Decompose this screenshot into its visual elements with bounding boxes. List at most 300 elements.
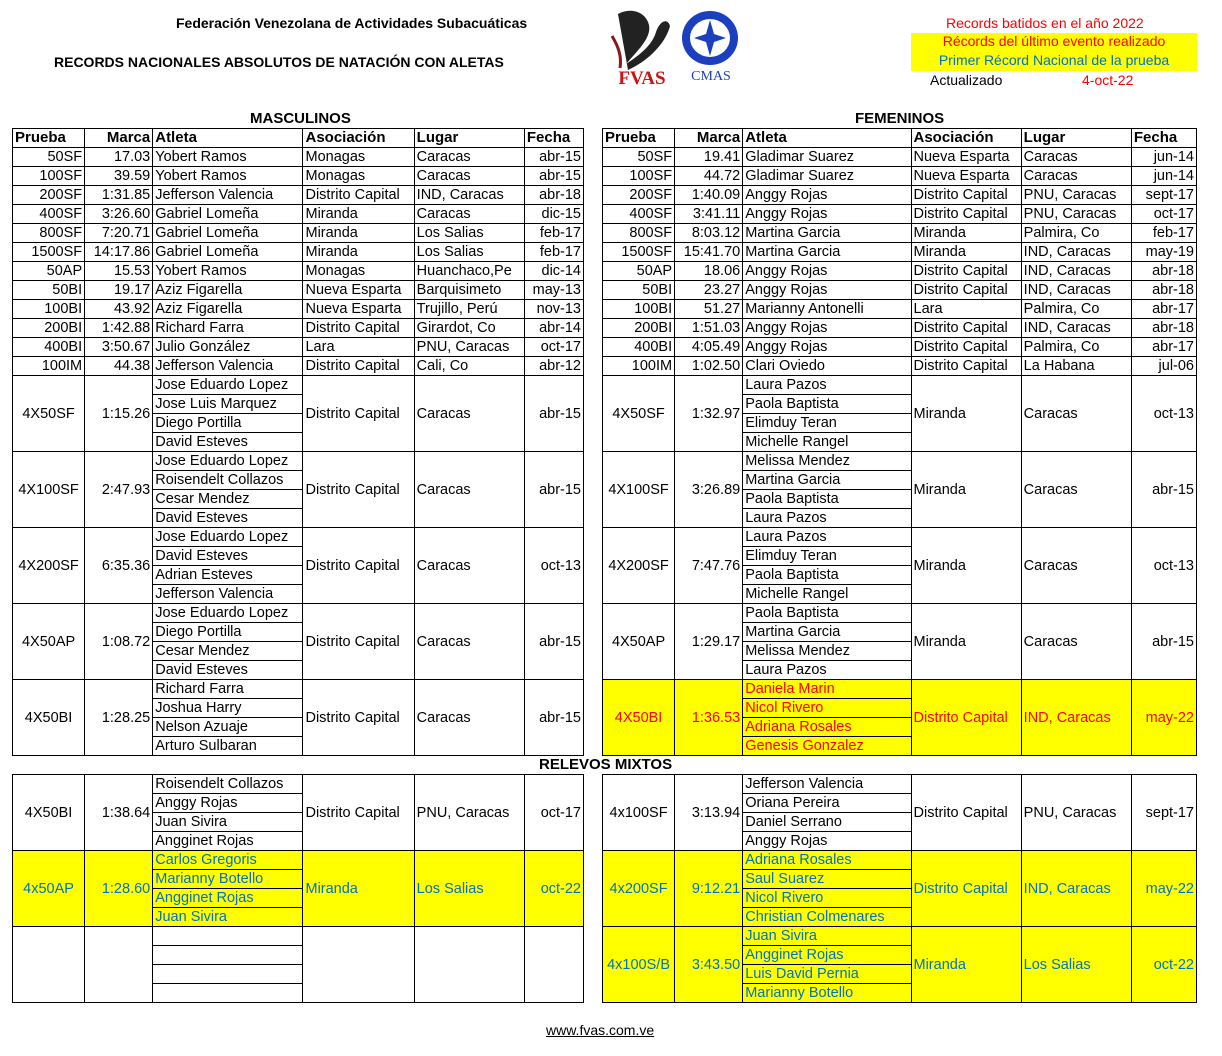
relay-place: [414, 927, 524, 1003]
column-header-place: Lugar: [1021, 129, 1131, 148]
cell-association: Miranda: [303, 243, 414, 262]
relay-date: oct-13: [1131, 528, 1196, 604]
table-row: [13, 319, 584, 338]
relay-athlete: Paola Baptista: [743, 566, 911, 585]
relay-association: Distrito Capital: [911, 775, 1021, 851]
relay-association: Miranda: [911, 528, 1021, 604]
relay-association: Distrito Capital: [911, 851, 1021, 927]
mixed-section-title: RELEVOS MIXTOS: [539, 756, 673, 773]
cell-place: Caracas: [414, 148, 524, 167]
relay-mark: 1:38.64: [85, 775, 153, 851]
cell-place: Caracas: [414, 167, 524, 186]
cell-event: 200BI: [603, 319, 675, 338]
cell-athlete: Gabriel Lomeña: [153, 243, 303, 262]
cell-place: Cali, Co: [414, 357, 524, 376]
updated-label: Actualizado: [930, 72, 1003, 88]
cell-event: 100BI: [603, 300, 675, 319]
svg-text:FVAS: FVAS: [618, 68, 666, 88]
cell-date: sept-17: [1131, 186, 1196, 205]
cell-association: Distrito Capital: [911, 186, 1021, 205]
cell-association: Nueva Esparta: [911, 167, 1021, 186]
federation-title: Federación Venezolana de Actividades Subacuáticas: [176, 15, 528, 31]
relay-row: [603, 604, 1197, 623]
relay-athlete: Anggy Rojas: [743, 832, 911, 851]
relay-place: Los Salias: [1021, 927, 1131, 1003]
table-row: [13, 148, 584, 167]
cell-date: abr-15: [524, 167, 583, 186]
relay-athlete: Adrian Esteves: [153, 566, 303, 585]
relay-athlete: [153, 965, 303, 984]
cell-date: feb-17: [524, 243, 583, 262]
relay-athlete: Adriana Rosales: [743, 718, 911, 737]
cell-athlete: Richard Farra: [153, 319, 303, 338]
cell-association: Miranda: [303, 224, 414, 243]
cell-date: jul-06: [1131, 357, 1196, 376]
cell-place: La Habana: [1021, 357, 1131, 376]
relay-row: [13, 775, 584, 794]
cell-date: nov-13: [524, 300, 583, 319]
relay-mark: 1:32.97: [675, 376, 743, 452]
relay-association: Distrito Capital: [303, 604, 414, 680]
relay-athlete: Arturo Sulbaran: [153, 737, 303, 756]
women-section-title: FEMENINOS: [855, 110, 945, 127]
relay-event: 4X200SF: [603, 528, 675, 604]
relay-row: [13, 528, 584, 547]
relay-athlete: Nicol Rivero: [743, 889, 911, 908]
cell-place: PNU, Caracas: [1021, 205, 1131, 224]
relay-date: oct-13: [1131, 376, 1196, 452]
column-header-athlete: Atleta: [153, 129, 303, 148]
relay-place: Caracas: [414, 376, 524, 452]
relay-association: Miranda: [911, 604, 1021, 680]
cell-association: Nueva Esparta: [911, 148, 1021, 167]
cell-athlete: Gabriel Lomeña: [153, 224, 303, 243]
relay-event: 4x100SF: [603, 775, 675, 851]
cell-date: abr-15: [524, 148, 583, 167]
cell-date: may-13: [524, 281, 583, 300]
cell-athlete: Anggy Rojas: [743, 338, 911, 357]
relay-place: Caracas: [1021, 452, 1131, 528]
cell-association: Miranda: [911, 243, 1021, 262]
relay-mark: 1:36.53: [675, 680, 743, 756]
cell-date: feb-17: [524, 224, 583, 243]
relay-athlete: Paola Baptista: [743, 490, 911, 509]
relay-athlete: [153, 946, 303, 965]
cell-association: Distrito Capital: [303, 319, 414, 338]
cell-association: Distrito Capital: [911, 262, 1021, 281]
relay-row: [603, 775, 1197, 794]
relay-event: 4X50BI: [603, 680, 675, 756]
relay-association: Distrito Capital: [303, 775, 414, 851]
table-row: [603, 357, 1197, 376]
relay-association: Distrito Capital: [911, 680, 1021, 756]
relay-athlete: Jose Eduardo Lopez: [153, 604, 303, 623]
cell-event: 100SF: [13, 167, 85, 186]
cell-place: Los Salias: [414, 224, 524, 243]
cell-association: Distrito Capital: [911, 281, 1021, 300]
cell-place: Caracas: [1021, 148, 1131, 167]
relay-date: may-22: [1131, 851, 1196, 927]
column-header-mark: Marca: [675, 129, 743, 148]
relay-athlete: Anggy Rojas: [153, 794, 303, 813]
cell-athlete: Martina Garcia: [743, 243, 911, 262]
relay-athlete: Daniel Serrano: [743, 813, 911, 832]
relay-athlete: Jose Eduardo Lopez: [153, 452, 303, 471]
cell-event: 100SF: [603, 167, 675, 186]
women-records-table: [602, 128, 1197, 756]
relay-mark: 2:47.93: [85, 452, 153, 528]
cell-athlete: Anggy Rojas: [743, 205, 911, 224]
cell-mark: 7:20.71: [85, 224, 153, 243]
cell-athlete: Yobert Ramos: [153, 262, 303, 281]
relay-athlete: Adriana Rosales: [743, 851, 911, 870]
relay-date: abr-15: [524, 376, 583, 452]
table-row: [603, 167, 1197, 186]
table-row: [603, 300, 1197, 319]
relay-athlete: Saul Suarez: [743, 870, 911, 889]
cell-date: abr-18: [1131, 281, 1196, 300]
cell-mark: 39.59: [85, 167, 153, 186]
relay-athlete: Christian Colmenares: [743, 908, 911, 927]
cell-event: 50BI: [603, 281, 675, 300]
cell-place: Trujillo, Perú: [414, 300, 524, 319]
table-row: [603, 338, 1197, 357]
cell-event: 400BI: [13, 338, 85, 357]
cell-mark: 17.03: [85, 148, 153, 167]
cell-event: 200BI: [13, 319, 85, 338]
table-row: [13, 357, 584, 376]
relay-date: [524, 927, 583, 1003]
relay-athlete: Cesar Mendez: [153, 642, 303, 661]
column-header-association: Asociación: [911, 129, 1021, 148]
table-row: [603, 186, 1197, 205]
relay-athlete: David Esteves: [153, 661, 303, 680]
cell-mark: 44.38: [85, 357, 153, 376]
relay-athlete: Jefferson Valencia: [153, 585, 303, 604]
relay-date: may-22: [1131, 680, 1196, 756]
cell-association: Distrito Capital: [303, 357, 414, 376]
column-header-date: Fecha: [524, 129, 583, 148]
table-row: [603, 262, 1197, 281]
cell-mark: 1:02.50: [675, 357, 743, 376]
relay-athlete: Carlos Gregoris: [153, 851, 303, 870]
table-row: [13, 205, 584, 224]
men-records-table: [12, 128, 584, 756]
cell-association: Nueva Esparta: [303, 281, 414, 300]
cell-place: Huanchaco,Pe: [414, 262, 524, 281]
cell-mark: 1:42.88: [85, 319, 153, 338]
cell-mark: 8:03.12: [675, 224, 743, 243]
table-row: [603, 243, 1197, 262]
cell-place: PNU, Caracas: [414, 338, 524, 357]
relay-athlete: David Esteves: [153, 433, 303, 452]
cell-date: abr-18: [1131, 319, 1196, 338]
relay-row: [13, 927, 584, 946]
cell-date: feb-17: [1131, 224, 1196, 243]
relay-mark: 1:08.72: [85, 604, 153, 680]
cell-mark: 1:31.85: [85, 186, 153, 205]
relay-athlete: Juan Sivira: [153, 908, 303, 927]
relay-place: IND, Caracas: [1021, 680, 1131, 756]
cell-athlete: Gabriel Lomeña: [153, 205, 303, 224]
relay-athlete: Melissa Mendez: [743, 452, 911, 471]
table-row: [13, 281, 584, 300]
relay-athlete: Juan Sivira: [153, 813, 303, 832]
cell-athlete: Anggy Rojas: [743, 281, 911, 300]
relay-athlete: Angginet Rojas: [743, 946, 911, 965]
relay-date: oct-22: [1131, 927, 1196, 1003]
cell-event: 100IM: [13, 357, 85, 376]
column-header-association: Asociación: [303, 129, 414, 148]
relay-row: [603, 376, 1197, 395]
column-header-event: Prueba: [603, 129, 675, 148]
relay-athlete: Jose Eduardo Lopez: [153, 528, 303, 547]
cell-athlete: Julio González: [153, 338, 303, 357]
cell-association: Lara: [911, 300, 1021, 319]
cell-association: Lara: [303, 338, 414, 357]
cell-date: jun-14: [1131, 148, 1196, 167]
relay-athlete: Genesis Gonzalez: [743, 737, 911, 756]
relay-athlete: Jose Eduardo Lopez: [153, 376, 303, 395]
cell-event: 100BI: [13, 300, 85, 319]
relay-association: Distrito Capital: [303, 452, 414, 528]
cell-athlete: Gladimar Suarez: [743, 167, 911, 186]
cell-event: 50AP: [13, 262, 85, 281]
cell-association: Monagas: [303, 167, 414, 186]
cell-mark: 18.06: [675, 262, 743, 281]
cell-date: abr-12: [524, 357, 583, 376]
cell-place: Palmira, Co: [1021, 338, 1131, 357]
cell-event: 400SF: [603, 205, 675, 224]
cell-place: IND, Caracas: [1021, 281, 1131, 300]
legend-last-event: Récords del último evento realizado: [911, 33, 1197, 52]
cell-place: PNU, Caracas: [1021, 186, 1131, 205]
cell-mark: 1:40.09: [675, 186, 743, 205]
website-link[interactable]: www.fvas.com.ve: [546, 1022, 655, 1038]
relay-mark: 3:13.94: [675, 775, 743, 851]
relay-event: 4X50SF: [13, 376, 85, 452]
relay-athlete: Elimduy Teran: [743, 547, 911, 566]
cell-event: 200SF: [13, 186, 85, 205]
relay-athlete: Paola Baptista: [743, 604, 911, 623]
relay-athlete: Paola Baptista: [743, 395, 911, 414]
relay-row: [13, 376, 584, 395]
fvas-logo: [608, 6, 676, 88]
cell-date: abr-18: [1131, 262, 1196, 281]
relay-place: Caracas: [414, 680, 524, 756]
cell-place: Caracas: [1021, 167, 1131, 186]
cell-mark: 19.17: [85, 281, 153, 300]
table-row: [603, 148, 1197, 167]
table-row: [13, 243, 584, 262]
cell-mark: 23.27: [675, 281, 743, 300]
cell-athlete: Anggy Rojas: [743, 186, 911, 205]
relay-row: [13, 604, 584, 623]
cell-place: IND, Caracas: [1021, 243, 1131, 262]
relay-athlete: Laura Pazos: [743, 509, 911, 528]
cell-place: Palmira, Co: [1021, 300, 1131, 319]
relay-athlete: Cesar Mendez: [153, 490, 303, 509]
cell-place: IND, Caracas: [1021, 319, 1131, 338]
cell-association: Monagas: [303, 148, 414, 167]
relay-athlete: Angginet Rojas: [153, 832, 303, 851]
cell-mark: 4:05.49: [675, 338, 743, 357]
relay-athlete: Martina Garcia: [743, 471, 911, 490]
cell-association: Distrito Capital: [303, 186, 414, 205]
cell-athlete: Jefferson Valencia: [153, 357, 303, 376]
cell-athlete: Marianny Antonelli: [743, 300, 911, 319]
mixed-relays-left-table: [12, 774, 584, 1003]
cell-athlete: Yobert Ramos: [153, 148, 303, 167]
column-header-mark: Marca: [85, 129, 153, 148]
relay-place: Caracas: [414, 528, 524, 604]
relay-date: sept-17: [1131, 775, 1196, 851]
cell-association: Distrito Capital: [911, 205, 1021, 224]
relay-athlete: Elimduy Teran: [743, 414, 911, 433]
relay-event: 4X100SF: [603, 452, 675, 528]
relay-event: 4x50AP: [13, 851, 85, 927]
cell-association: Nueva Esparta: [303, 300, 414, 319]
header-row: [13, 129, 584, 148]
table-row: [13, 262, 584, 281]
relay-athlete: Oriana Pereira: [743, 794, 911, 813]
relay-association: Miranda: [303, 851, 414, 927]
relay-athlete: Martina Garcia: [743, 623, 911, 642]
relay-mark: 6:35.36: [85, 528, 153, 604]
cell-place: Los Salias: [414, 243, 524, 262]
cell-date: oct-17: [1131, 205, 1196, 224]
relay-row: [603, 452, 1197, 471]
relay-date: abr-15: [1131, 604, 1196, 680]
cell-event: 100IM: [603, 357, 675, 376]
header-row: [603, 129, 1197, 148]
relay-athlete: Luis David Pernia: [743, 965, 911, 984]
cell-event: 50BI: [13, 281, 85, 300]
relay-athlete: Richard Farra: [153, 680, 303, 699]
cell-mark: 43.92: [85, 300, 153, 319]
page-title: RECORDS NACIONALES ABSOLUTOS DE NATACIÓN CON ALETAS: [54, 54, 504, 70]
relay-place: Caracas: [414, 452, 524, 528]
relay-athlete: David Esteves: [153, 509, 303, 528]
relay-place: Caracas: [1021, 604, 1131, 680]
relay-association: Distrito Capital: [303, 528, 414, 604]
cell-mark: 3:41.11: [675, 205, 743, 224]
relay-place: Caracas: [414, 604, 524, 680]
cell-event: 50SF: [603, 148, 675, 167]
relay-row: [13, 851, 584, 870]
relay-date: abr-15: [524, 680, 583, 756]
relay-place: PNU, Caracas: [414, 775, 524, 851]
cell-date: abr-17: [1131, 300, 1196, 319]
relay-athlete: [153, 927, 303, 946]
cell-place: Girardot, Co: [414, 319, 524, 338]
column-header-date: Fecha: [1131, 129, 1196, 148]
cell-date: abr-17: [1131, 338, 1196, 357]
table-row: [603, 319, 1197, 338]
relay-athlete: Melissa Mendez: [743, 642, 911, 661]
cell-event: 800SF: [13, 224, 85, 243]
relay-association: Miranda: [911, 376, 1021, 452]
relay-date: oct-22: [524, 851, 583, 927]
cell-mark: 15:41.70: [675, 243, 743, 262]
cell-date: oct-17: [524, 338, 583, 357]
cell-association: Monagas: [303, 262, 414, 281]
relay-event: 4X50AP: [13, 604, 85, 680]
cell-athlete: Clari Oviedo: [743, 357, 911, 376]
cell-athlete: Anggy Rojas: [743, 262, 911, 281]
relay-event: [13, 927, 85, 1003]
relay-place: PNU, Caracas: [1021, 775, 1131, 851]
relay-event: 4X200SF: [13, 528, 85, 604]
relay-athlete: Michelle Rangel: [743, 585, 911, 604]
relay-athlete: Marianny Botello: [153, 870, 303, 889]
cell-athlete: Aziz Figarella: [153, 281, 303, 300]
relay-athlete: Laura Pazos: [743, 661, 911, 680]
updated-date: 4-oct-22: [1082, 72, 1134, 88]
cell-mark: 44.72: [675, 167, 743, 186]
relay-date: abr-15: [524, 604, 583, 680]
relay-athlete: Roisendelt Collazos: [153, 775, 303, 794]
relay-association: [303, 927, 414, 1003]
cell-place: Caracas: [414, 205, 524, 224]
relay-date: abr-15: [1131, 452, 1196, 528]
relay-place: Caracas: [1021, 528, 1131, 604]
relay-athlete: Daniela Marin: [743, 680, 911, 699]
cell-mark: 15.53: [85, 262, 153, 281]
svg-text:CMAS: CMAS: [691, 69, 731, 84]
cell-mark: 19.41: [675, 148, 743, 167]
cell-association: Miranda: [911, 224, 1021, 243]
relay-mark: 9:12.21: [675, 851, 743, 927]
column-header-place: Lugar: [414, 129, 524, 148]
relay-event: 4X50BI: [13, 775, 85, 851]
relay-athlete: Jefferson Valencia: [743, 775, 911, 794]
relay-row: [603, 680, 1197, 699]
relay-event: 4X50BI: [13, 680, 85, 756]
cell-event: 200SF: [603, 186, 675, 205]
cell-mark: 3:50.67: [85, 338, 153, 357]
relay-mark: 3:26.89: [675, 452, 743, 528]
relay-date: abr-15: [524, 452, 583, 528]
relay-athlete: Joshua Harry: [153, 699, 303, 718]
legend-records-2022: Records batidos en el año 2022: [946, 15, 1144, 31]
cell-place: Barquisimeto: [414, 281, 524, 300]
cell-date: dic-15: [524, 205, 583, 224]
relay-association: Miranda: [911, 927, 1021, 1003]
relay-athlete: Marianny Botello: [743, 984, 911, 1003]
relay-association: Distrito Capital: [303, 376, 414, 452]
cell-date: may-19: [1131, 243, 1196, 262]
cell-event: 50AP: [603, 262, 675, 281]
relay-athlete: Michelle Rangel: [743, 433, 911, 452]
table-row: [13, 300, 584, 319]
relay-athlete: Diego Portilla: [153, 623, 303, 642]
relay-athlete: Jose Luis Marquez: [153, 395, 303, 414]
cell-event: 400SF: [13, 205, 85, 224]
relay-athlete: Nelson Azuaje: [153, 718, 303, 737]
relay-event: 4X50AP: [603, 604, 675, 680]
cell-mark: 14:17.86: [85, 243, 153, 262]
cell-athlete: Aziz Figarella: [153, 300, 303, 319]
cell-association: Distrito Capital: [911, 319, 1021, 338]
relay-athlete: David Esteves: [153, 547, 303, 566]
cell-mark: 1:51.03: [675, 319, 743, 338]
table-row: [13, 224, 584, 243]
relay-place: IND, Caracas: [1021, 851, 1131, 927]
relay-athlete: Laura Pazos: [743, 528, 911, 547]
relay-athlete: Angginet Rojas: [153, 889, 303, 908]
relay-date: oct-17: [524, 775, 583, 851]
